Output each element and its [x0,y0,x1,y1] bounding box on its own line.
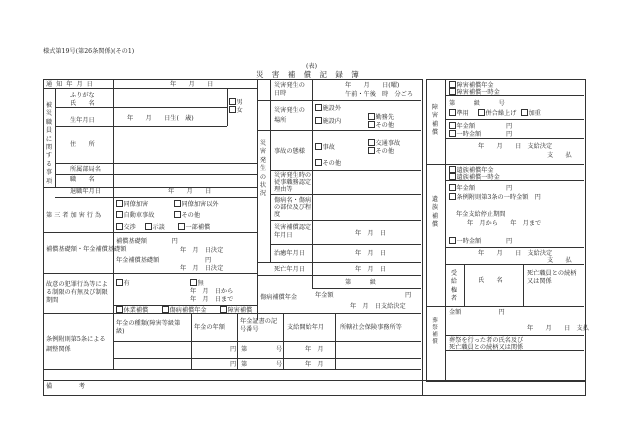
remarks-row [43,380,586,396]
surv-decision: 年 月 日 支給決定 [478,250,553,257]
row2-ym: 年 月 [305,361,324,368]
surv-start: 年金支給停止期間 [456,211,506,218]
hire-date-label: 退職年月日 [70,188,101,195]
birth-value: 年 月 日生( 歳) [127,115,194,122]
duty-label: 災害発生時の従事職務認定理由等 [274,172,312,193]
cure-label: 治癒年月日 [274,250,305,257]
place-label: 災害発生の場所 [274,107,305,124]
dis-opt-1[interactable]: 障害補償一時金 [449,88,500,96]
pension-kind-label: 年金の種類(障害等級第 級) [116,320,187,335]
tp-option-2[interactable]: 自動車事故 [116,211,154,219]
cause-opt-3[interactable]: その他 [315,159,341,167]
notice-date-value: 年 月 日 [170,81,214,88]
surv-period: 年 月から 年 月まで [467,220,542,227]
sex-female[interactable]: 女 [229,106,243,114]
dis-decision: 年 月 日 支給決定 [478,143,553,150]
surv-opt-1[interactable]: 遺族補償一時金 [449,173,500,181]
third-party-label: 第 三 者 加 害 行 為 [46,212,102,219]
tp-option-3[interactable]: その他 [174,211,200,219]
restriction-no[interactable]: 無 [190,279,204,287]
row1-yen: 円 [230,346,237,353]
recipient-label: 受給権者 [450,270,458,303]
surv-article[interactable]: 条例附則第3条の一時金額 円 [449,193,541,201]
front-label: (表) [306,63,318,70]
dis-opt-0[interactable]: 障害補償年金 [449,81,494,89]
grade-opt-1[interactable]: 併合繰上げ [478,109,516,117]
tp-option-1[interactable]: 同僚加害以外 [174,200,219,208]
row1-go: 号 [276,346,283,353]
date-time-value2: 午前・午後 時 分ごろ [345,91,414,98]
page-title: 災 害 補 償 記 録 簿 [256,70,362,79]
victim-group-label: 被災職員に関する事項 [45,102,53,185]
surv-lump[interactable]: 一時金額 円 [449,237,512,245]
cause-opt-0[interactable]: 事故 [315,143,335,151]
hire-date-value: 年 月 日 [168,188,212,195]
sex-male[interactable]: 男 [229,98,243,106]
death-label: 死亡年月日 [274,266,305,273]
restriction-to: 年 月 日まで [190,296,234,303]
cause-label: 事故の態様 [274,148,305,155]
grade-opt-0[interactable]: 準用 [449,109,469,117]
cause-opt-2[interactable]: その他 [368,147,394,155]
social-ins-label: 所轄社会保険事務所等 [340,324,402,331]
pension-decision: 年 月 日支給決定 [350,303,406,310]
restriction-label: 故意の犯罪行為等による制限の有無及び制限期間 [46,281,108,304]
job-label: 職 名 [70,176,95,183]
dis-grade: 第 級 号 [449,100,505,107]
funeral-person: 葬祭を行った者の氏名及び死亡職員との続柄又は関係 [449,337,524,351]
surv-opt-0[interactable]: 遺族補償年金 [449,166,494,174]
form-id: 様式第19号(第26条関係)(その1) [43,48,135,55]
place-opt-1[interactable]: 施設内 [315,117,341,125]
funeral-date: 年 月 日 支払 [527,325,589,332]
place-opt-0[interactable]: 施設外 [315,104,341,112]
tp-option-4[interactable]: 交渉 [116,223,136,231]
restriction-yes[interactable]: 有 [116,279,130,287]
date-time-value: 年 月 日(曜) [345,82,400,89]
rec-relation-label: 死亡職員との続柄又は関係 [527,270,577,285]
cause-opt-1[interactable]: 交通事故 [368,139,400,147]
disability-label: 障害補償 [431,104,439,137]
birth-label: 生年月日 [70,117,95,124]
name-label: 氏 名 [70,100,95,107]
pension-cert-label: 年金証書の記号番号 [240,318,278,333]
department-label: 所属部局名 [70,166,101,173]
row1-no: 第 [241,346,248,353]
grade-value: 第 級 [345,279,376,286]
dis-pension-yen[interactable]: 年金額 円 [449,122,512,130]
restriction-from: 年 月 日から [190,288,234,295]
avg-wage-label: 補償基礎額・年金補償基礎額 [46,246,127,253]
restr-opt-1[interactable]: 傷病補償年金 [162,306,207,314]
restr-opt-2[interactable]: 障害補償 [220,306,252,314]
injury-label: 傷病名・傷病の部位及び程度 [274,197,312,218]
row2-no: 第 [241,361,248,368]
grade-opt-2[interactable]: 加重 [521,109,541,117]
place-opt-3[interactable]: その他 [368,121,394,129]
date-time-label: 災害発生の日時 [274,82,305,97]
place-opt-2[interactable]: 勤務先 [368,113,394,121]
avg-wage-date2: 年 月 日決定 [180,265,224,272]
tp-option-6[interactable]: 一部補償 [178,223,210,231]
cure-value: 年 月 日 [355,250,386,257]
row1-ym: 年 月 [305,346,324,353]
tp-option-0[interactable]: 同僚加害 [116,200,148,208]
funeral-amount: 金額 円 [449,309,505,316]
death-value: 年 月 日 [355,266,386,273]
pension-amt-yen: 円 [405,292,412,299]
avg-wage-base: 補償基礎額 円 [116,238,178,245]
remarks-label: 備 考 [46,383,87,390]
surv-pay: 支 払 [547,257,572,264]
rec-name-label: 氏 名 [478,277,503,284]
pension-start-label: 支給開始年月 [287,324,325,331]
row2-go: 号 [276,361,283,368]
approval-value: 年 月 日 [355,230,386,237]
pension-adjust-label: 条例附則第5条による調整関係 [46,336,106,353]
avg-wage-yen: 円 [205,257,212,264]
notice-date-label: 通 知 年 月 日 [46,81,94,88]
dis-pay: 支 払 [547,152,572,159]
approval-label: 災害補償認定年月日 [274,224,312,239]
tp-option-5[interactable]: 示談 [145,223,165,231]
avg-wage-pension: 年金補償基礎額 [116,257,160,264]
survivor-label: 遺族補償 [431,196,439,229]
injury-pension-label: 傷病補償年金 [260,294,298,301]
dis-lump-yen[interactable]: 一時金額 円 [449,130,512,138]
avg-wage-date: 年 月 日決定 [180,247,224,254]
furigana-label: ふりがな [70,92,95,99]
pension-amount-label: 年金の年額 [194,324,225,331]
restr-opt-0[interactable]: 休業補償 [116,306,148,314]
address-label: 住 所 [70,141,95,148]
row2-yen: 円 [230,361,237,368]
pension-amt-label: 年金額 [315,292,334,299]
funeral-label: 葬祭補償 [432,318,438,345]
situation-group-label: 災害発生の状況 [259,140,267,198]
surv-pension[interactable]: 年金額 円 [449,184,512,192]
